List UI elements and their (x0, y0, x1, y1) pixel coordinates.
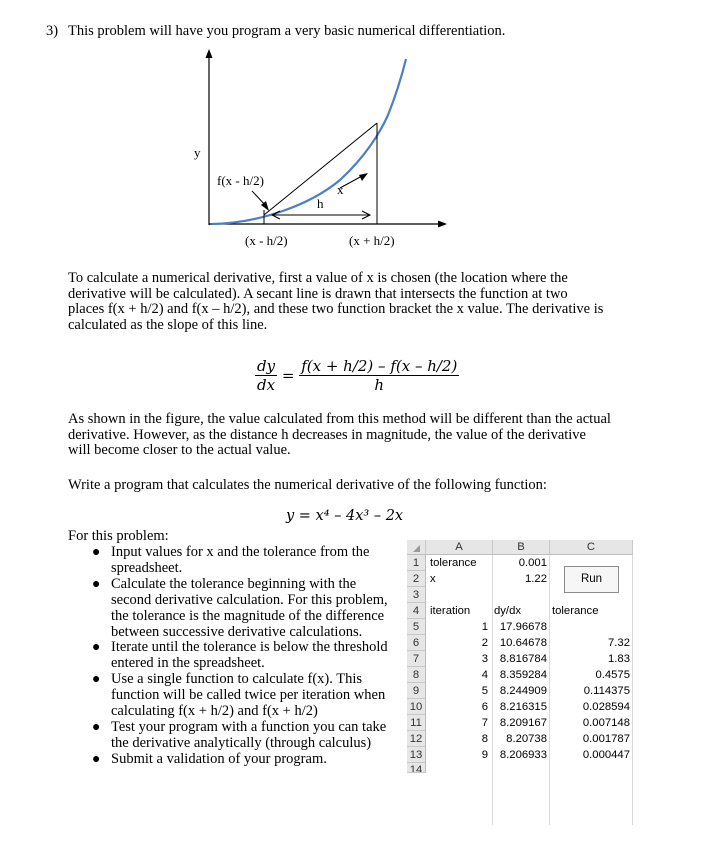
intro-line-3: places f(x + h/2) and f(x – h/2), and these two function bracket the x value. The derivative is (68, 301, 604, 317)
derivative-equation: $\frac{dy}{dx}$ = $\frac{f(x + h/2) - f(x - h/2)}{h}$ (257, 357, 458, 394)
shown-line-3: will become closer to the actual value. (68, 442, 291, 458)
function-equation: y = x⁴ – 4x³ – 2x (286, 508, 404, 524)
x-axis-arrow (438, 221, 447, 228)
fig-f-label: f(x - h/2) (217, 173, 264, 188)
cell-iteration[interactable]: 9 (481, 749, 488, 761)
cell-dydx[interactable]: 8.206933 (499, 749, 547, 761)
cell-tolerance[interactable]: 0.001787 (582, 733, 630, 745)
cell-iteration[interactable]: 6 (481, 701, 488, 713)
cell-tolerance[interactable]: 0.4575 (595, 669, 630, 681)
cell-iteration[interactable]: 2 (481, 637, 488, 649)
fig-h-label: h (317, 196, 324, 211)
row-number[interactable]: 14 (407, 763, 426, 773)
sheet-corner[interactable] (407, 540, 426, 555)
cell-tolerance[interactable]: 0.007148 (582, 717, 630, 729)
cell-tolerance[interactable] (550, 619, 630, 635)
cell-dydx[interactable]: 10.64678 (499, 637, 547, 649)
secant-numerator: f(x + h/2) – f(x – h/2) (301, 357, 458, 375)
header-dydx[interactable]: dy/dx (494, 605, 522, 617)
x-pointer-arrow (359, 173, 368, 181)
bullet-tolerance: ● Calculate the tolerance beginning with the second derivative calculation. For this problem, the tolerance is the magnitude of the difference between successive derivative calculations. (92, 575, 388, 640)
cell-tolerance[interactable]: 0.028594 (582, 701, 630, 713)
row-number[interactable]: 3 (407, 587, 426, 603)
intro-line-4: calculated as the slope of this line. (68, 316, 268, 333)
cell-dydx[interactable]: 8.244909 (499, 685, 547, 697)
intro-line-1: To calculate a numerical derivative, first a value of x is chosen (the location where the (68, 270, 568, 286)
secant-denominator: h (374, 376, 385, 394)
shown-paragraph (68, 412, 643, 459)
header-tolerance[interactable]: tolerance (552, 605, 599, 617)
bullet-input: ● Input values for x and the tolerance from the spreadsheet. (92, 544, 370, 576)
fig-x-minus-label: (x - h/2) (245, 233, 288, 248)
cell-tolerance[interactable]: 7.32 (608, 637, 630, 649)
secant-figure (190, 45, 450, 250)
cell-dydx[interactable]: 8.20738 (506, 733, 547, 745)
fig-x-label: x (337, 182, 344, 197)
row-number[interactable]: 2 (407, 571, 426, 587)
cell-a2[interactable]: x (430, 573, 436, 585)
cell-dydx[interactable]: 8.816784 (499, 653, 547, 665)
intro-line-2: derivative will be calculated). A secant line is drawn that intersects the function at two (68, 285, 568, 302)
cell-tolerance[interactable]: 1.83 (608, 653, 630, 665)
shown-line-1: As shown in the figure, the value calculated from this method will be different than the actual (68, 411, 611, 427)
column-header-a[interactable]: A (426, 540, 493, 555)
run-button[interactable]: Run (564, 566, 619, 593)
row-number[interactable]: 5 (407, 619, 426, 635)
grid-line (632, 555, 633, 825)
cell-b1[interactable]: 0.001 (518, 557, 547, 569)
cell-tolerance[interactable]: 0.114375 (583, 685, 630, 697)
spreadsheet (407, 540, 633, 825)
column-header-b[interactable]: B (493, 540, 550, 555)
column-header-c[interactable]: C (550, 540, 633, 555)
cell-iteration[interactable]: 1 (481, 621, 488, 633)
cell-iteration[interactable]: 5 (481, 685, 488, 697)
intro-paragraph (68, 271, 643, 333)
dx-denominator: dx (257, 376, 276, 394)
cell-iteration[interactable]: 8 (481, 733, 488, 745)
cell-dydx[interactable]: 17.96678 (499, 621, 547, 633)
secant-fraction (299, 357, 459, 394)
row-number[interactable]: 6 (407, 635, 426, 651)
cell-dydx[interactable]: 8.209167 (499, 717, 547, 729)
row-number[interactable]: 13 (407, 747, 426, 763)
bullet-function: ● Use a single function to calculate f(x). This function will be called twice per iteration when calculating f(x + h/2) and f(x + h/2) (92, 671, 386, 720)
cell-tolerance[interactable]: 0.000447 (582, 749, 630, 761)
problem-number: 3) (46, 23, 59, 39)
cell-dydx[interactable]: 8.359284 (499, 669, 547, 681)
row-number[interactable]: 11 (407, 715, 426, 731)
y-axis-arrow (206, 49, 213, 58)
problem-title: This problem will have you program a very basic numerical differentiation. (68, 23, 506, 39)
cell-iteration[interactable]: 7 (481, 717, 488, 729)
header-iteration[interactable]: iteration (430, 605, 471, 617)
for-this-problem: For this problem: (68, 528, 169, 544)
row-number[interactable]: 4 (407, 603, 426, 619)
cell-b2[interactable]: 1.22 (525, 573, 547, 585)
cell-iteration[interactable]: 4 (481, 669, 488, 681)
row-number[interactable]: 9 (407, 683, 426, 699)
fig-x-plus-label: (x + h/2) (349, 233, 395, 248)
bullet-iterate: ● Iterate until the tolerance is below the threshold entered in the spreadsheet. (92, 639, 388, 672)
cell-iteration[interactable]: 3 (481, 653, 488, 665)
row-number[interactable]: 12 (407, 731, 426, 747)
dy-numerator: dy (257, 357, 276, 375)
row-number[interactable]: 7 (407, 651, 426, 667)
row-number[interactable]: 10 (407, 699, 426, 715)
requirements-list (88, 545, 392, 768)
bullet-test: ● Test your program with a function you can take the derivative analytically (through calculus) (92, 718, 387, 751)
shown-line-2: derivative. However, as the distance h decreases in magnitude, the value of the derivative (68, 426, 586, 443)
dydx-fraction (255, 357, 277, 394)
cell-dydx[interactable]: 8.216315 (499, 701, 547, 713)
row-number[interactable]: 8 (407, 667, 426, 683)
fig-y-label: y (194, 145, 201, 160)
bullet-submit: ● Submit a validation of your program. (92, 750, 327, 767)
cell-a1[interactable]: tolerance (430, 557, 477, 569)
row-number[interactable]: 1 (407, 555, 426, 571)
write-instruction: Write a program that calculates the numerical derivative of the following function: (68, 477, 547, 493)
